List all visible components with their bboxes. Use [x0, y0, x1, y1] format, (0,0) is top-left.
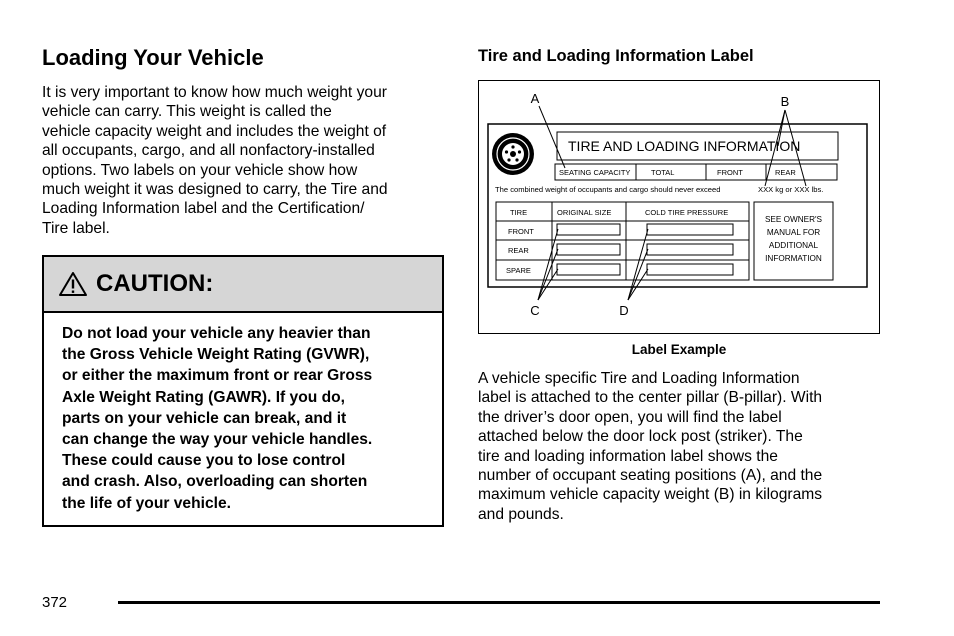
field-total: TOTAL: [651, 168, 675, 177]
manual-line: INFORMATION: [765, 254, 822, 263]
value-box: [647, 264, 733, 275]
header-cold-tire-pressure: COLD TIRE PRESSURE: [645, 208, 729, 217]
text-line: attached below the door lock post (striker). The: [478, 428, 803, 446]
text-line: maximum vehicle capacity weight (B) in kilograms: [478, 486, 823, 504]
row-spare: SPARE: [506, 266, 531, 275]
row-rear: REAR: [508, 246, 529, 255]
text-line: A vehicle specific Tire and Loading Information: [478, 370, 800, 387]
callout-b: B: [780, 94, 790, 109]
value-box: [557, 244, 620, 255]
text-line: It is very important to know how much weight your: [42, 84, 387, 101]
label-description: [478, 369, 888, 524]
text-line: the driver’s door open, you will find the label: [478, 408, 782, 426]
caution-text: [62, 323, 442, 514]
text-line: These could cause you to lose control: [62, 452, 346, 470]
text-line: or either the maximum front or rear Gross: [62, 367, 373, 385]
manual-line: ADDITIONAL: [768, 241, 819, 250]
text-line: and crash. Also, overloading can shorten: [62, 473, 368, 491]
text-line: label is attached to the center pillar (B-pillar). With: [478, 389, 823, 407]
field-front: FRONT: [717, 168, 743, 177]
label-figure: [478, 80, 880, 334]
page-number: 372: [42, 594, 68, 611]
tire-wheel-icon: [492, 133, 534, 175]
footer-rule: [118, 601, 880, 604]
warning-triangle-icon: [58, 271, 88, 297]
text-line: Loading Information label and the Certification/: [42, 200, 365, 218]
text-line: vehicle capacity weight and includes the weight of: [42, 122, 387, 140]
manual-line: MANUAL FOR: [766, 228, 821, 237]
value-box: [557, 224, 620, 235]
caution-title: CAUTION:: [96, 270, 214, 297]
value-box: [557, 264, 620, 275]
text-line: number of occupant seating positions (A), and the: [478, 467, 823, 485]
text-line: parts on your vehicle can break, and it: [62, 409, 347, 427]
subsection-heading: Tire and Loading Information Label: [478, 47, 754, 65]
text-line: all occupants, cargo, and all nonfactory-installed: [42, 142, 375, 160]
row-front: FRONT: [508, 227, 534, 236]
field-rear: REAR: [775, 168, 796, 177]
weight-note: The combined weight of occupants and cargo should never exceed: [495, 185, 721, 194]
manual-line: SEE OWNER'S: [764, 215, 823, 224]
header-tire: TIRE: [510, 208, 528, 217]
callout-d: D: [619, 303, 629, 318]
text-line: vehicle can carry. This weight is called the: [42, 103, 332, 121]
text-line: much weight it was designed to carry, the Tire and: [42, 181, 388, 199]
text-line: and pounds.: [478, 505, 564, 523]
text-line: the Gross Vehicle Weight Rating (GVWR),: [62, 346, 370, 364]
text-line: can change the way your vehicle handles.: [62, 431, 373, 449]
value-box: [647, 244, 733, 255]
text-line: the life of your vehicle.: [62, 494, 231, 512]
value-box: [647, 224, 733, 235]
field-seating-capacity: SEATING CAPACITY: [559, 168, 631, 177]
header-original-size: ORIGINAL SIZE: [557, 208, 612, 217]
text-line: Axle Weight Rating (GAWR). If you do,: [62, 388, 345, 406]
figure-caption: Label Example: [631, 342, 727, 357]
label-title: TIRE AND LOADING INFORMATION: [568, 138, 801, 154]
caution-box: [42, 255, 444, 527]
text-line: Tire label.: [42, 219, 110, 237]
callout-c: C: [530, 303, 540, 318]
section-heading: Loading Your Vehicle: [42, 45, 264, 70]
text-line: options. Two labels on your vehicle show how: [42, 161, 358, 179]
text-line: Do not load your vehicle any heavier than: [62, 325, 371, 342]
text-line: tire and loading information label shows the: [478, 447, 778, 465]
tire-label-diagram: [479, 81, 878, 332]
callout-leaders: [538, 106, 806, 300]
intro-paragraph: [42, 83, 452, 238]
weight-value: XXX kg or XXX lbs.: [758, 185, 824, 194]
caution-header: [44, 257, 442, 313]
callout-a: A: [530, 91, 540, 106]
